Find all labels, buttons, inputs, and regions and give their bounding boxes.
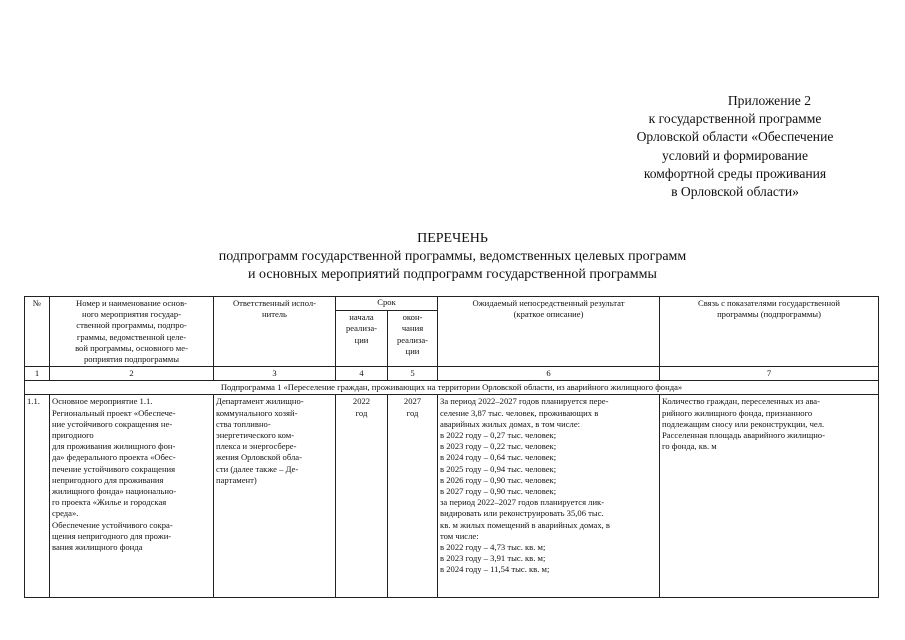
header-end: [388, 311, 438, 367]
row-result: [438, 395, 660, 598]
header-link: [660, 297, 879, 367]
cell-line: Связь с показателями государственной: [697, 298, 841, 308]
row-end: [388, 395, 438, 598]
cell-line: Ожидаемый непосредственный результат: [472, 298, 625, 308]
cell-line: чания: [401, 323, 424, 334]
cell-line: ственной программы, подпро-: [76, 320, 187, 331]
cell-line: щения непригодного для прожи-: [52, 530, 172, 541]
cell-line: в 2027 году – 0,90 тыс. человек;: [440, 486, 557, 497]
cell-line: реализа-: [396, 334, 429, 345]
cell-line: роприятия подпрограммы: [84, 354, 179, 365]
cell-line: программы (подпрограммы): [717, 309, 821, 320]
column-number-cell: 2: [50, 367, 214, 381]
cell-line: нитель: [262, 309, 287, 320]
cell-line: видировать или реконструировать 35,06 тыс.: [440, 508, 604, 519]
cell-line: год: [406, 407, 419, 418]
cell-line: 2022: [352, 396, 371, 407]
cell-line: Количество граждан, переселенных из ава-: [662, 396, 820, 407]
document-heading: [0, 230, 905, 284]
cell-line: в 2025 году – 0,94 тыс. человек;: [440, 463, 557, 474]
subprogram-row: [25, 381, 879, 395]
cell-line: коммунального хозяй-: [216, 407, 298, 418]
cell-line: го проекта «Жилье и городская: [52, 497, 167, 508]
header-name: [50, 297, 214, 367]
cell-line: Региональный проект «Обеспече-: [52, 407, 176, 418]
cell-line: Расселенная площадь аварийного жилищно-: [662, 430, 825, 441]
cell-line: вой программы, основного ме-: [75, 342, 188, 353]
row-number: 1.1.: [25, 395, 50, 598]
cell-line: партамент): [216, 474, 257, 485]
cell-line: вания жилищного фонда: [52, 542, 143, 553]
appendix-line: условий и формирование: [662, 147, 808, 163]
cell-line: го фонда, кв. м: [662, 441, 717, 452]
cell-line: за период 2022–2027 годов планируется лик-: [440, 497, 605, 508]
cell-line: да» федерального проекта «Обес-: [52, 452, 176, 463]
cell-line: в 2024 году – 11,54 тыс. кв. м;: [440, 564, 550, 575]
cell-line: энергетического ком-: [216, 430, 295, 441]
cell-line: в 2023 году – 0,22 тыс. человек;: [440, 441, 557, 452]
row-start: [336, 395, 388, 598]
cell-line: 2027: [403, 396, 422, 407]
cell-line: печение устойчивого сокращения: [52, 463, 176, 474]
cell-line: том числе:: [440, 530, 479, 541]
header-term: Срок: [336, 297, 438, 311]
cell-line: начала: [349, 312, 374, 323]
cell-line: ние устойчивого сокращения не-: [52, 418, 173, 429]
cell-line: в 2022 году – 0,27 тыс. человек;: [440, 430, 557, 441]
cell-line: жилищного фонда» национально-: [52, 486, 177, 497]
document-subtitle-line-1: подпрограмм государственной программы, ведомственных целевых программ: [218, 249, 687, 264]
cell-line: Номер и наименование основ-: [75, 298, 187, 308]
cell-line: в 2023 году – 3,91 тыс. кв. м;: [440, 553, 546, 564]
cell-line: сти (далее также – Де-: [216, 463, 299, 474]
cell-line: пригодного: [52, 430, 94, 441]
cell-line: год: [355, 407, 368, 418]
cell-line: ного мероприятия государ-: [81, 309, 182, 320]
column-number-cell: 5: [388, 367, 438, 381]
row-link: [660, 395, 879, 598]
cell-line: кв. м жилых помещений в аварийных домах, в: [440, 519, 610, 530]
programs-table: [24, 296, 879, 598]
column-number-cell: 6: [438, 367, 660, 381]
cell-line: среда».: [52, 508, 79, 519]
table-row: [25, 395, 879, 598]
cell-line: За период 2022–2027 годов планируется пере-: [440, 396, 609, 407]
appendix-line: Орловской области «Обеспечение: [636, 129, 834, 145]
cell-line: Основное мероприятие 1.1.: [52, 396, 153, 407]
appendix-line: к государственной программе: [648, 111, 822, 127]
column-number-cell: 4: [336, 367, 388, 381]
row-name: [50, 395, 214, 598]
appendix-line: Приложение 2: [727, 93, 811, 108]
cell-line: Ответственный испол-: [232, 298, 317, 308]
header-start: [336, 311, 388, 367]
column-numbers-row: [25, 367, 879, 381]
cell-line: рийного жилищного фонда, признанного: [662, 407, 813, 418]
column-number-cell: 7: [660, 367, 879, 381]
appendix-block: [605, 92, 865, 201]
header-number: №: [25, 297, 50, 367]
cell-line: селение 3,87 тыс. человек, проживающих в: [440, 407, 599, 418]
header-responsible: [214, 297, 336, 367]
cell-line: аварийных жилых домах, в том числе:: [440, 418, 581, 429]
cell-line: непригодного для проживания: [52, 474, 164, 485]
document-title: ПЕРЕЧЕНЬ: [417, 231, 488, 246]
cell-line: в 2024 году – 0,64 тыс. человек;: [440, 452, 557, 463]
table-header-row-1: [25, 297, 879, 311]
cell-line: в 2022 году – 4,73 тыс. кв. м;: [440, 542, 546, 553]
cell-line: ции: [354, 334, 369, 345]
document-subtitle-line-2: и основных мероприятий подпрограмм государственной программы: [248, 267, 657, 282]
row-responsible: [214, 395, 336, 598]
column-number-cell: 1: [25, 367, 50, 381]
cell-line: жения Орловской обла-: [216, 452, 302, 463]
cell-line: для проживания жилищного фон-: [52, 441, 176, 452]
cell-line: граммы, ведомственной целе-: [76, 331, 187, 342]
appendix-line: комфортной среды проживания: [643, 165, 827, 181]
appendix-line: в Орловской области»: [671, 184, 799, 200]
header-result: [438, 297, 660, 367]
column-number-cell: 3: [214, 367, 336, 381]
subprogram-title: Подпрограмма 1 «Переселение граждан, проживающих на территории Орловской области, из аварийного жилищного фонда»: [25, 381, 879, 395]
cell-line: в 2026 году – 0,90 тыс. человек;: [440, 474, 557, 485]
cell-line: Обеспечение устойчивого сокра-: [52, 519, 173, 530]
cell-line: ства топливно-: [216, 418, 271, 429]
cell-line: подлежащим сносу или реконструкции, чел.: [662, 418, 825, 429]
cell-line: реализа-: [345, 323, 378, 334]
cell-line: ции: [405, 345, 420, 356]
cell-line: Департамент жилищно-: [216, 396, 304, 407]
cell-line: (краткое описание): [513, 309, 584, 320]
cell-line: плекса и энергосбере-: [216, 441, 297, 452]
cell-line: окон-: [402, 312, 423, 323]
